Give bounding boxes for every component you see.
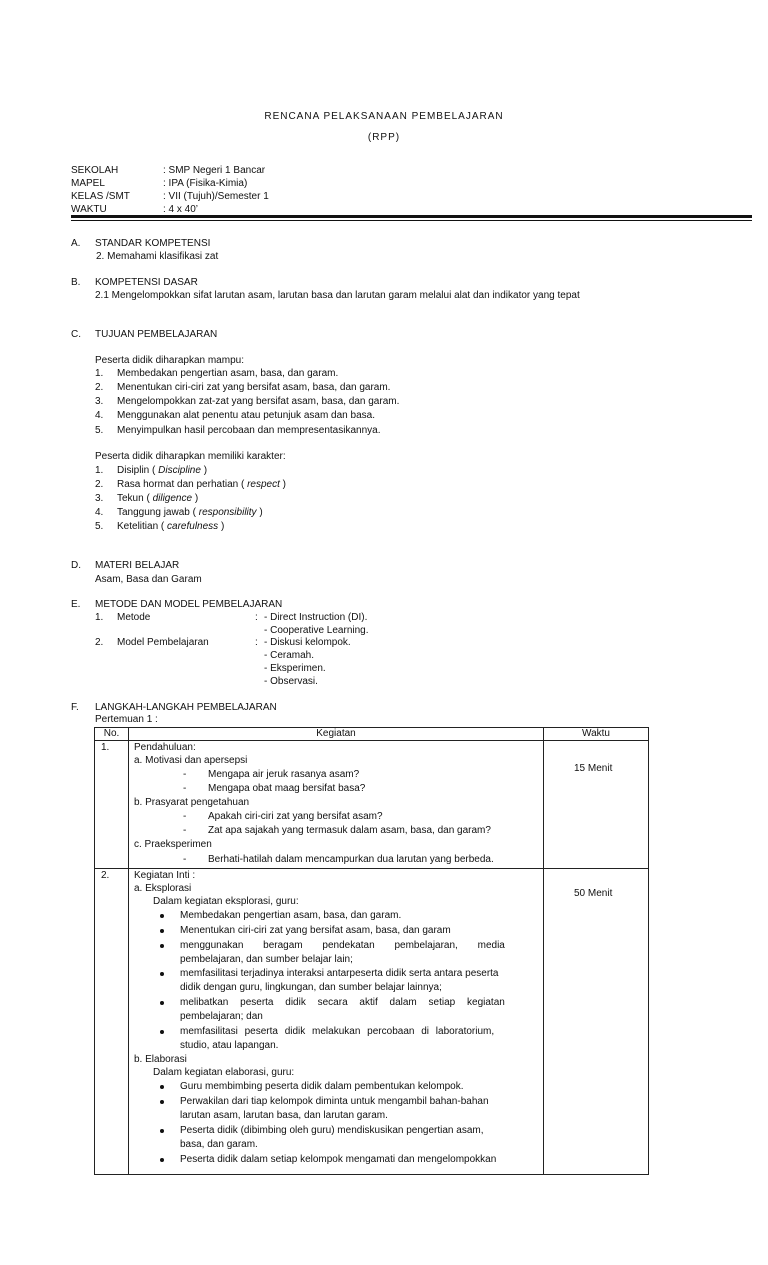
activity-point: menggunakan beragam pendekatan pembelajaran, media (180, 940, 505, 951)
goal-number: 4. (95, 410, 104, 421)
model-item: - Diskusi kelompok. (264, 637, 351, 648)
table-header-row (95, 728, 649, 741)
activity-point: Perwakilan dari tiap kelompok diminta untuk mengambil bahan-bahan (180, 1096, 489, 1107)
header-no: No. (95, 728, 129, 741)
activity-title: Pendahuluan: (134, 742, 196, 753)
activity-point: pembelajaran, dan sumber belajar lain; (180, 954, 353, 965)
character-number: 3. (95, 493, 104, 504)
document-subtitle: (RPP) (367, 132, 401, 143)
bullet-icon (160, 944, 164, 948)
section-d-item: Asam, Basa dan Garam (95, 574, 202, 585)
identity-label-kelas: KELAS /SMT (71, 191, 130, 202)
method-number: 1. (95, 612, 104, 623)
dash: - (183, 825, 187, 836)
activity-point: Peserta didik dalam setiap kelompok mengamati dan mengelompokkan (180, 1154, 497, 1165)
model-label: Model Pembelajaran (117, 637, 209, 648)
model-item: - Ceramah. (264, 650, 315, 661)
activity-sub: b. Prasyarat pengetahuan (134, 797, 250, 808)
identity-value-sekolah: : SMP Negeri 1 Bancar (163, 165, 266, 176)
activity-point: memfasilitasi peserta didik melakukan percobaan di laboratorium, (180, 1026, 495, 1037)
bullet-icon (160, 1158, 164, 1162)
goal-number: 2. (95, 382, 104, 393)
goal-text: Mengelompokkan zat-zat yang bersifat asam, basa, dan garam. (117, 396, 400, 407)
character-item: Ketelitian ( carefulness ) (117, 521, 225, 532)
activity-sub: a. Eksplorasi (134, 883, 192, 894)
row-activity (129, 869, 544, 1175)
activities-table (94, 727, 649, 1175)
bullet-icon (160, 1030, 164, 1034)
model-item: - Eksperimen. (264, 663, 326, 674)
model-item: - Observasi. (264, 676, 318, 687)
row-time: 50 Menit (544, 869, 649, 1175)
activity-point: didik dengan guru, lingkungan, dan sumber belajar lainnya; (180, 982, 442, 993)
goal-text: Menyimpulkan hasil percobaan dan mempresentasikannya. (117, 425, 381, 436)
activity-intro: Dalam kegiatan elaborasi, guru: (153, 1067, 295, 1078)
identity-value-mapel: : IPA (Fisika-Kimia) (163, 178, 248, 189)
header-kegiatan: Kegiatan (129, 728, 544, 741)
bullet-icon (160, 972, 164, 976)
table-row (95, 741, 649, 869)
method-colon: : (255, 612, 258, 623)
header-divider-thick (71, 215, 752, 218)
character-item: Tekun ( diligence ) (117, 493, 199, 504)
section-c-intro-1: Peserta didik diharapkan mampu: (95, 355, 244, 366)
row-number: 1. (95, 741, 129, 869)
section-a-letter: A. (71, 238, 81, 249)
bullet-icon (160, 1085, 164, 1089)
section-c-heading: TUJUAN PEMBELAJARAN (95, 329, 218, 340)
character-item: Disiplin ( Discipline ) (117, 465, 208, 476)
section-d-letter: D. (71, 560, 81, 571)
bullet-icon (160, 929, 164, 933)
activity-intro: Dalam kegiatan eksplorasi, guru: (153, 896, 299, 907)
activity-point: Guru membimbing peserta didik dalam pembentukan kelompok. (180, 1081, 464, 1092)
section-a-item: 2. Memahami klasifikasi zat (96, 251, 219, 262)
section-c-letter: C. (71, 329, 81, 340)
section-b-letter: B. (71, 277, 81, 288)
activity-point: Peserta didik (dibimbing oleh guru) mendiskusikan pengertian asam, (180, 1125, 484, 1136)
identity-value-kelas: : VII (Tujuh)/Semester 1 (163, 191, 269, 202)
activity-point: larutan asam, larutan basa, dan larutan garam. (180, 1110, 388, 1121)
dash: - (183, 783, 187, 794)
goal-number: 5. (95, 425, 104, 436)
character-number: 4. (95, 507, 104, 518)
activity-point: memfasilitasi terjadinya interaksi antarpeserta didik serta antara peserta (180, 968, 499, 979)
bullet-icon (160, 1129, 164, 1133)
identity-label-waktu: WAKTU (71, 204, 107, 215)
goal-number: 3. (95, 396, 104, 407)
section-a-heading: STANDAR KOMPETENSI (95, 238, 211, 249)
header-waktu: Waktu (544, 728, 649, 741)
table-row (95, 869, 649, 1175)
bullet-icon (160, 1100, 164, 1104)
goal-text: Menentukan ciri-ciri zat yang bersifat asam, basa, dan garam. (117, 382, 391, 393)
section-f-letter: F. (71, 702, 79, 713)
identity-label-sekolah: SEKOLAH (71, 165, 119, 176)
activity-point: Mengapa obat maag bersifat basa? (208, 783, 366, 794)
activity-point: Zat apa sajakah yang termasuk dalam asam, basa, dan garam? (208, 825, 491, 836)
model-number: 2. (95, 637, 104, 648)
goal-text: Membedakan pengertian asam, basa, dan garam. (117, 368, 339, 379)
method-item: - Cooperative Learning. (264, 625, 369, 636)
activity-point: studio, atau lapangan. (180, 1040, 279, 1051)
header-divider-thin (71, 220, 752, 221)
character-number: 1. (95, 465, 104, 476)
activity-point: pembelajaran; dan (180, 1011, 263, 1022)
identity-value-waktu: : 4 x 40’ (163, 204, 199, 215)
row-number: 2. (95, 869, 129, 1175)
dash: - (183, 854, 187, 865)
section-f-heading: LANGKAH-LANGKAH PEMBELAJARAN (95, 702, 277, 713)
activity-point: basa, dan garam. (180, 1139, 258, 1150)
method-item: - Direct Instruction (DI). (264, 612, 368, 623)
character-number: 5. (95, 521, 104, 532)
activity-point: melibatkan peserta didik secara aktif dalam setiap kegiatan (180, 997, 505, 1008)
goal-text: Menggunakan alat penentu atau petunjuk asam dan basa. (117, 410, 375, 421)
meeting-label: Pertemuan 1 : (95, 714, 158, 725)
character-item: Rasa hormat dan perhatian ( respect ) (117, 479, 286, 490)
row-time: 15 Menit (544, 741, 649, 869)
section-c-intro-2: Peserta didik diharapkan memiliki karakter: (95, 451, 286, 462)
section-b-heading: KOMPETENSI DASAR (95, 277, 198, 288)
activity-sub: a. Motivasi dan apersepsi (134, 755, 248, 766)
section-d-heading: MATERI BELAJAR (95, 560, 180, 571)
character-number: 2. (95, 479, 104, 490)
section-e-heading: METODE DAN MODEL PEMBELAJARAN (95, 599, 283, 610)
activity-point: Menentukan ciri-ciri zat yang bersifat asam, basa, dan garam (180, 925, 451, 936)
dash: - (183, 769, 187, 780)
method-label: Metode (117, 612, 151, 623)
section-b-item: 2.1 Mengelompokkan sifat larutan asam, larutan basa dan larutan garam melalui alat dan indikator yang tepat (95, 290, 580, 301)
activity-sub: c. Praeksperimen (134, 839, 212, 850)
bullet-icon (160, 914, 164, 918)
character-item: Tanggung jawab ( responsibility ) (117, 507, 263, 518)
activity-point: Apakah ciri-ciri zat yang bersifat asam? (208, 811, 383, 822)
dash: - (183, 811, 187, 822)
activity-sub: b. Elaborasi (134, 1054, 187, 1065)
document-title: RENCANA PELAKSANAAN PEMBELAJARAN (264, 111, 504, 122)
activity-point: Berhati-hatilah dalam mencampurkan dua larutan yang berbeda. (208, 854, 494, 865)
bullet-icon (160, 1001, 164, 1005)
activity-point: Membedakan pengertian asam, basa, dan garam. (180, 910, 402, 921)
identity-label-mapel: MAPEL (71, 178, 105, 189)
goal-number: 1. (95, 368, 104, 379)
model-colon: : (255, 637, 258, 648)
row-activity (129, 741, 544, 869)
section-e-letter: E. (71, 599, 81, 610)
activity-point: Mengapa air jeruk rasanya asam? (208, 769, 360, 780)
activity-title: Kegiatan Inti : (134, 870, 196, 881)
